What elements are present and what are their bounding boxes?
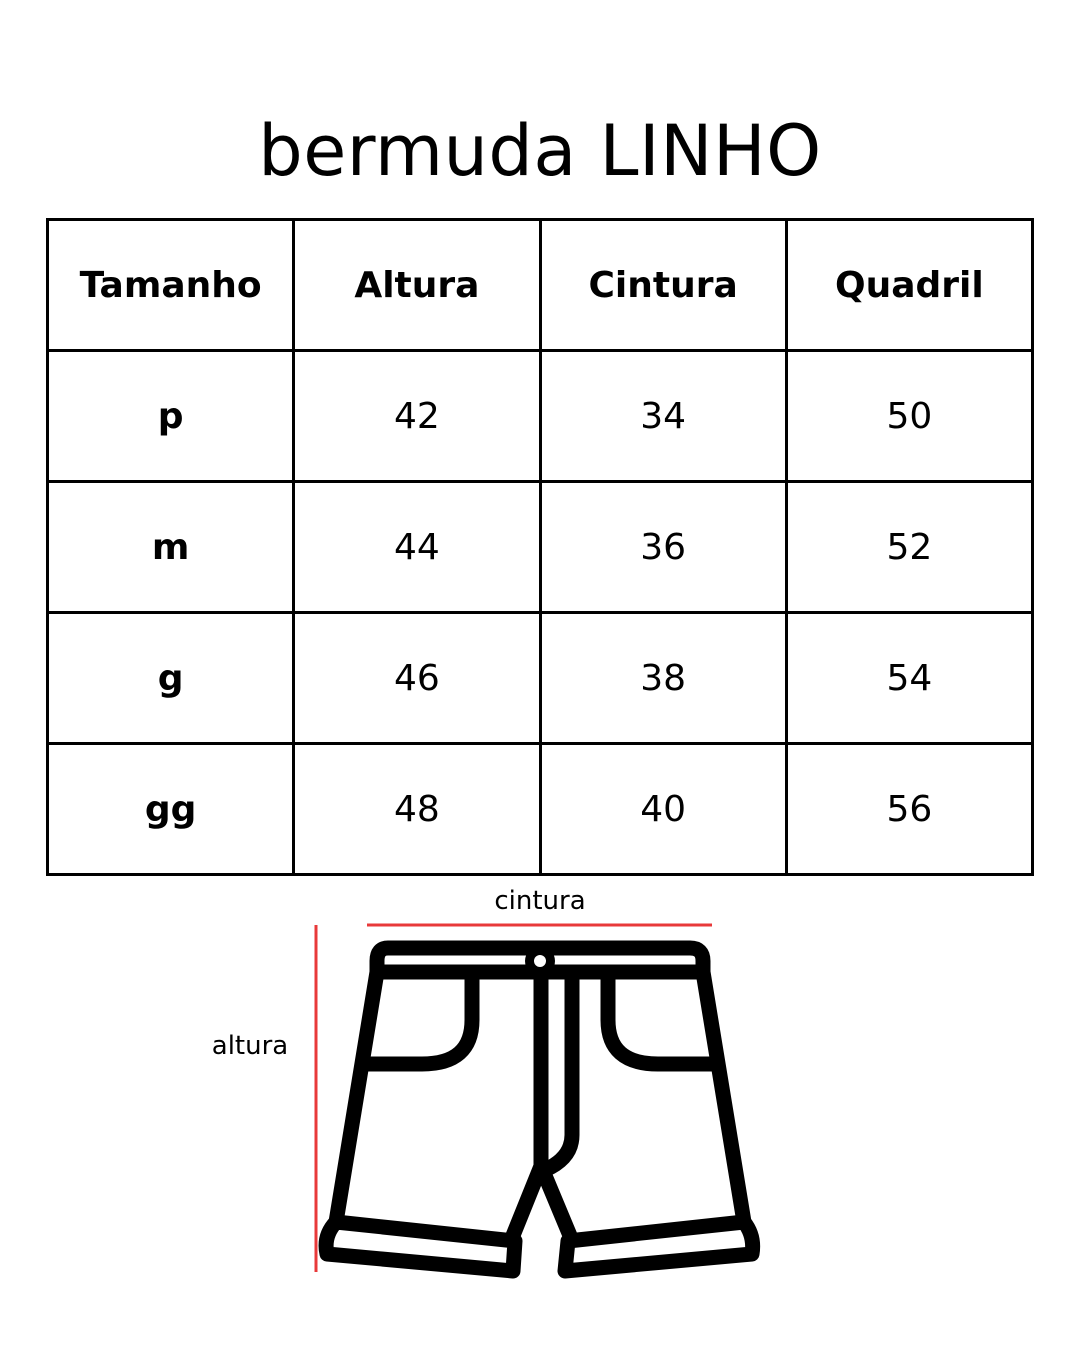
size-cell: m [48,482,294,613]
size-cell: gg [48,744,294,875]
size-cell: p [48,351,294,482]
table-header-row [48,220,1033,351]
altura-cell: 46 [294,613,540,744]
quadril-cell: 54 [786,613,1032,744]
altura-cell: 44 [294,482,540,613]
altura-cell: 48 [294,744,540,875]
altura-label: altura [211,1031,289,1061]
altura-cell: 42 [294,351,540,482]
column-header-quadril: Quadril [786,220,1032,351]
column-header-tamanho: Tamanho [48,220,294,351]
cintura-cell: 36 [540,482,786,613]
cintura-label: cintura [494,886,586,916]
table-row [48,744,1033,875]
cintura-cell: 34 [540,351,786,482]
shorts-icon [326,948,753,1271]
page-title: bermuda LINHO [258,110,822,192]
cintura-cell: 38 [540,613,786,744]
quadril-cell: 56 [786,744,1032,875]
button-icon [525,946,555,976]
column-header-cintura: Cintura [540,220,786,351]
column-header-altura: Altura [294,220,540,351]
quadril-cell: 52 [786,482,1032,613]
table-row [48,351,1033,482]
cintura-cell: 40 [540,744,786,875]
table-row [48,613,1033,744]
size-cell: g [48,613,294,744]
table-row [48,482,1033,613]
size-table [46,218,1034,876]
quadril-cell: 50 [786,351,1032,482]
